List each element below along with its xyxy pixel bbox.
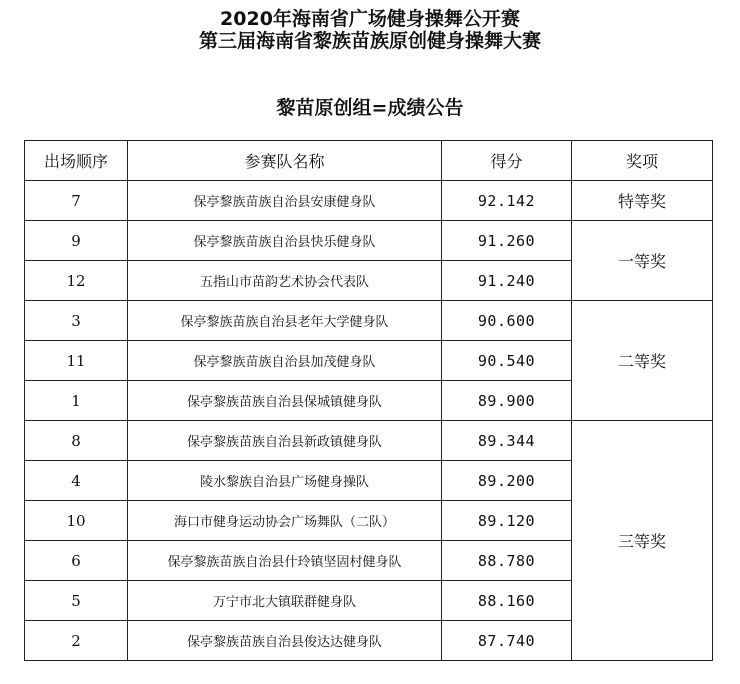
- score-cell: 89.900: [442, 381, 572, 421]
- order-cell: 9: [25, 221, 128, 261]
- score-cell: 89.200: [442, 461, 572, 501]
- document-title: [0, 8, 740, 52]
- order-cell: 8: [25, 421, 128, 461]
- results-table: [24, 140, 713, 661]
- award-cell-special: 特等奖: [572, 181, 713, 221]
- team-cell: 保亭黎族苗族自治县老年大学健身队: [128, 301, 442, 341]
- team-cell: 万宁市北大镇联群健身队: [128, 581, 442, 621]
- table-row: [25, 421, 713, 461]
- order-cell: 5: [25, 581, 128, 621]
- score-cell: 92.142: [442, 181, 572, 221]
- score-cell: 89.344: [442, 421, 572, 461]
- header-team: 参赛队名称: [128, 141, 442, 181]
- order-cell: 3: [25, 301, 128, 341]
- title-line-1: 2020年海南省广场健身操舞公开赛: [220, 8, 520, 30]
- table-row: [25, 301, 713, 341]
- order-cell: 11: [25, 341, 128, 381]
- order-cell: 4: [25, 461, 128, 501]
- score-cell: 90.600: [442, 301, 572, 341]
- award-cell-second: 二等奖: [572, 301, 713, 421]
- team-cell: 保亭黎族苗族自治县加茂健身队: [128, 341, 442, 381]
- team-cell: 保亭黎族苗族自治县什玲镇坚固村健身队: [128, 541, 442, 581]
- header-score: 得分: [442, 141, 572, 181]
- score-cell: 89.120: [442, 501, 572, 541]
- team-cell: 陵水黎族自治县广场健身操队: [128, 461, 442, 501]
- team-cell: 保亭黎族苗族自治县俊达达健身队: [128, 621, 442, 661]
- award-cell-third: 三等奖: [572, 421, 713, 661]
- team-cell: 海口市健身运动协会广场舞队（二队）: [128, 501, 442, 541]
- score-cell: 88.780: [442, 541, 572, 581]
- award-cell-first: 一等奖: [572, 221, 713, 301]
- score-cell: 90.540: [442, 341, 572, 381]
- team-cell: 保亭黎族苗族自治县新政镇健身队: [128, 421, 442, 461]
- team-cell: 保亭黎族苗族自治县保城镇健身队: [128, 381, 442, 421]
- table-row: [25, 221, 713, 261]
- order-cell: 2: [25, 621, 128, 661]
- order-cell: 10: [25, 501, 128, 541]
- order-cell: 6: [25, 541, 128, 581]
- order-cell: 7: [25, 181, 128, 221]
- team-cell: 保亭黎族苗族自治县快乐健身队: [128, 221, 442, 261]
- table-row: [25, 181, 713, 221]
- order-cell: 12: [25, 261, 128, 301]
- team-cell: 保亭黎族苗族自治县安康健身队: [128, 181, 442, 221]
- table-header-row: [25, 141, 713, 181]
- score-cell: 87.740: [442, 621, 572, 661]
- title-line-2: 第三届海南省黎族苗族原创健身操舞大赛: [198, 30, 541, 52]
- subtitle: 黎苗原创组=成绩公告: [276, 97, 464, 119]
- score-cell: 91.240: [442, 261, 572, 301]
- score-cell: 91.260: [442, 221, 572, 261]
- score-cell: 88.160: [442, 581, 572, 621]
- order-cell: 1: [25, 381, 128, 421]
- team-cell: 五指山市苗韵艺术协会代表队: [128, 261, 442, 301]
- header-order: 出场顺序: [25, 141, 128, 181]
- header-award: 奖项: [572, 141, 713, 181]
